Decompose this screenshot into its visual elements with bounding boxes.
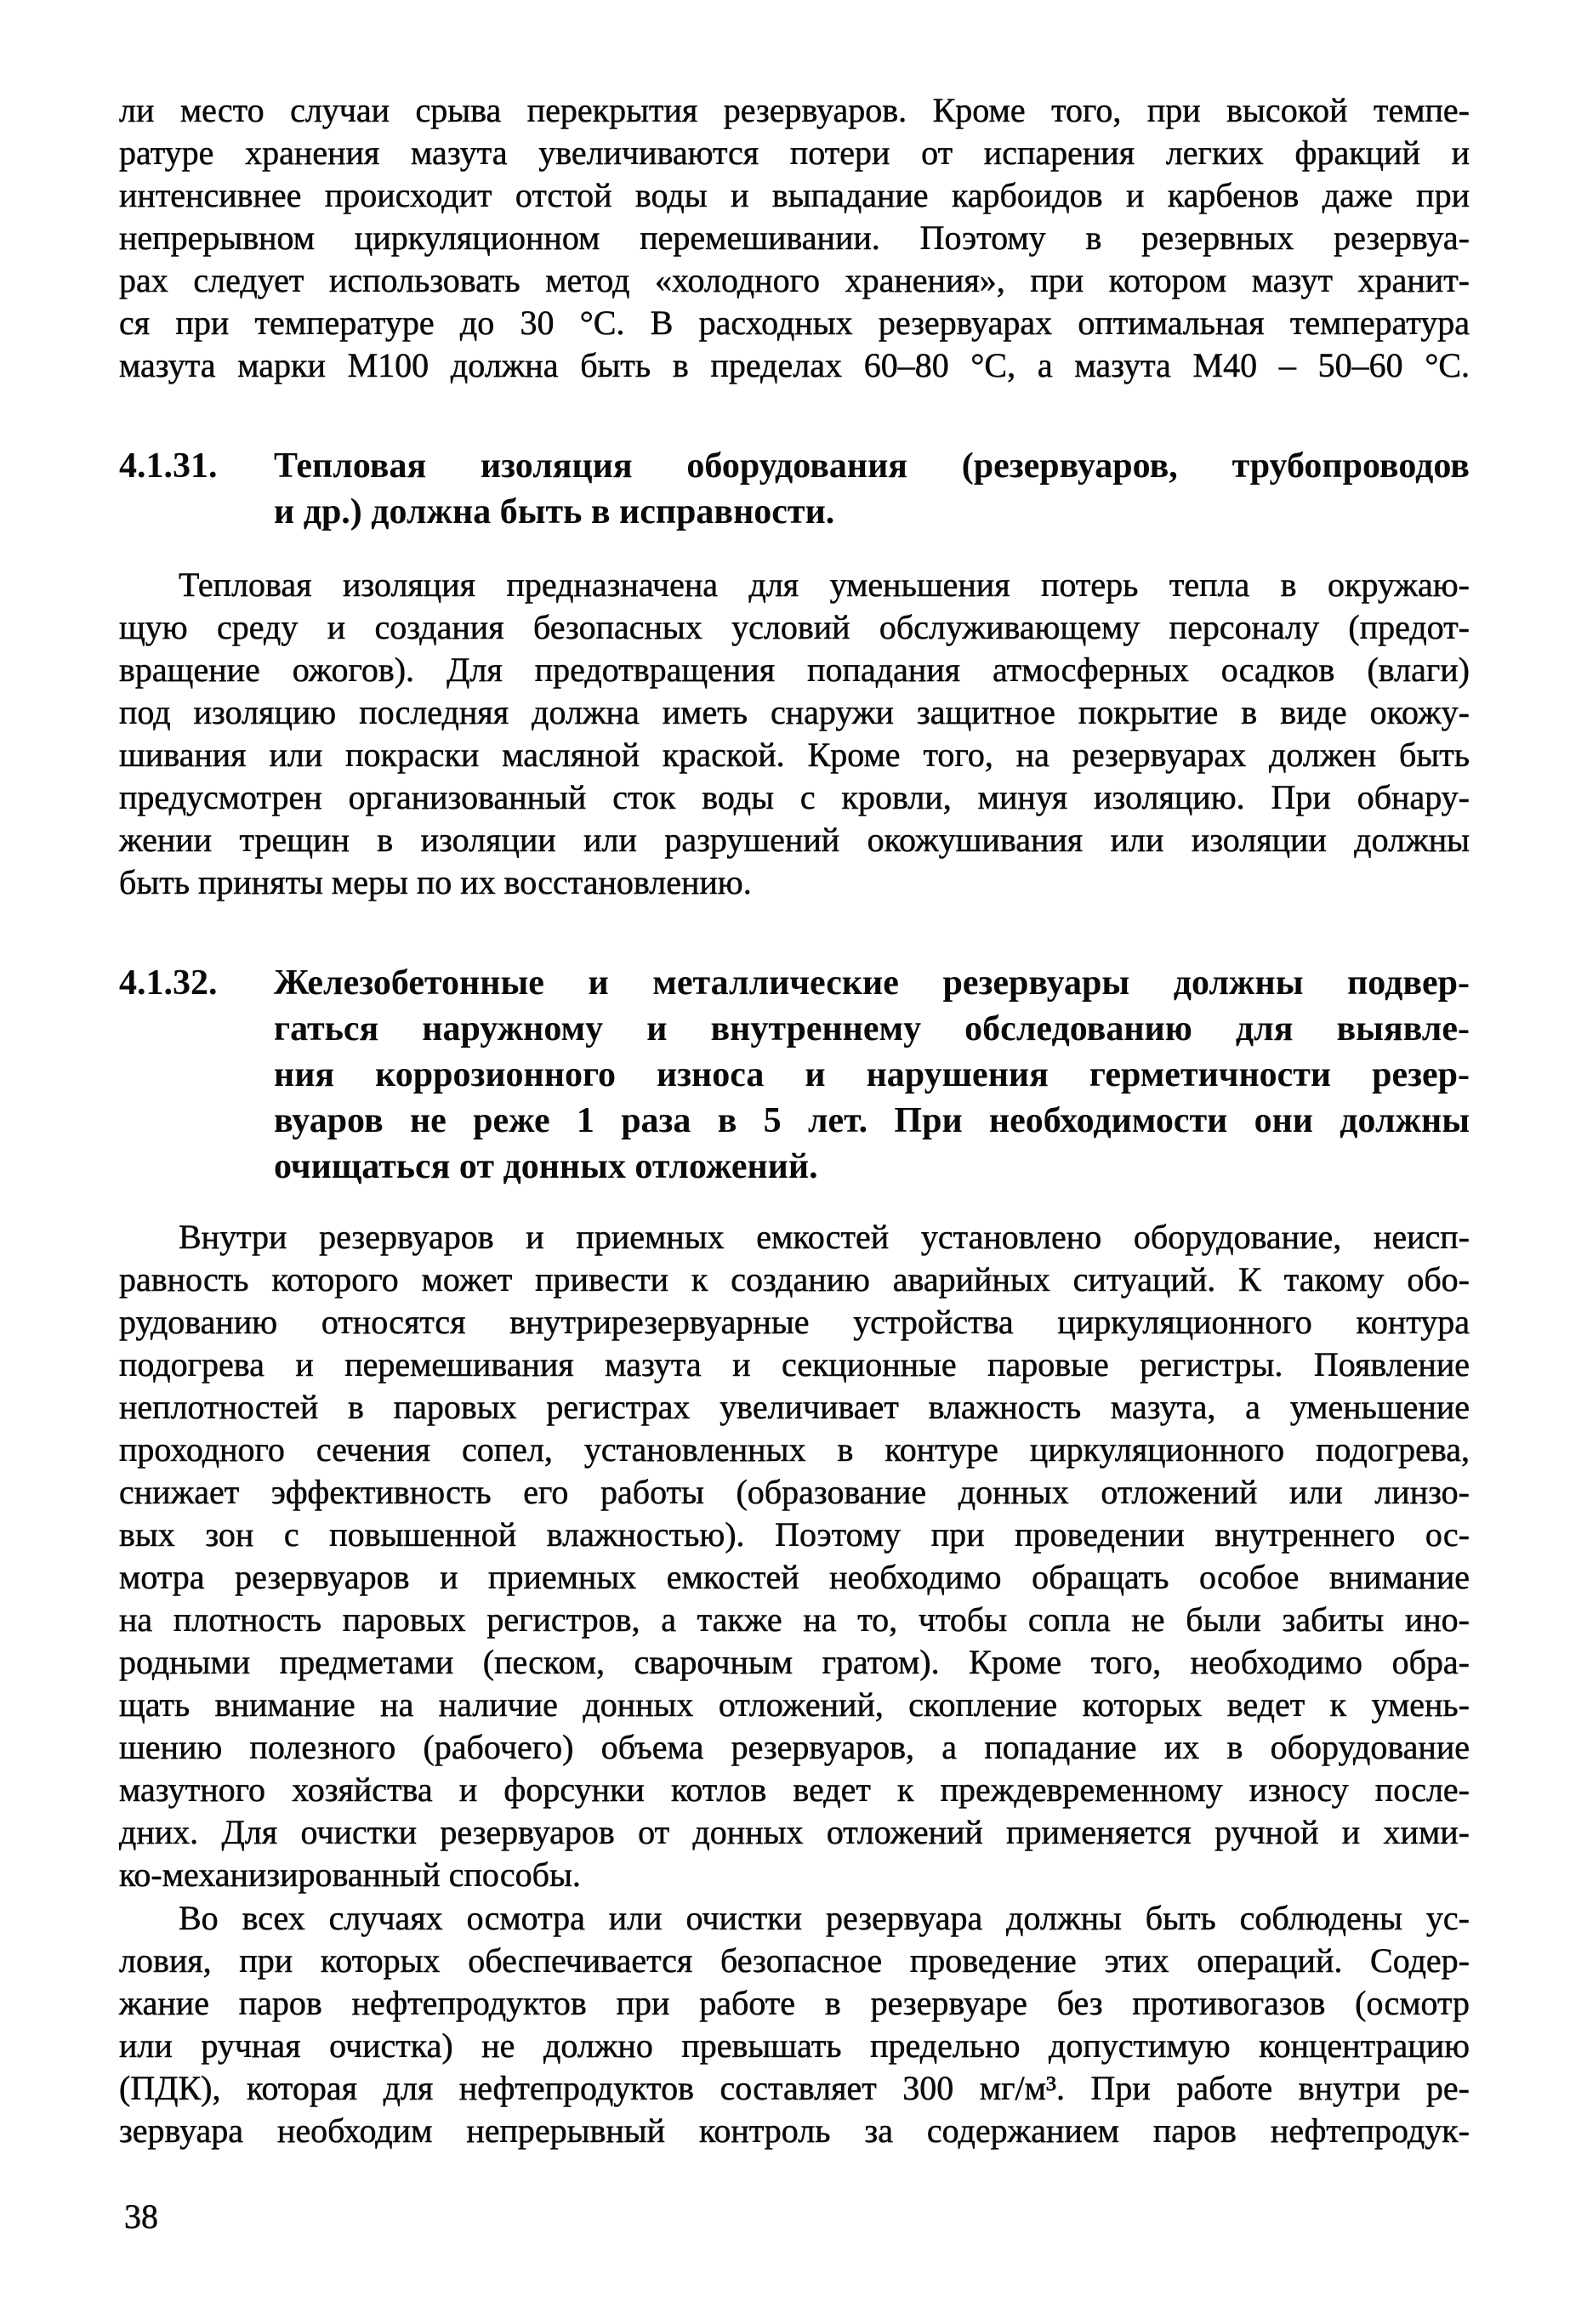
text-line: неплотностей в паровых регистрах увеличивает влажность мазута, а уменьшение — [119, 1388, 1470, 1426]
paragraph-internal-equipment — [119, 1216, 1470, 1896]
paragraph-continuation — [119, 89, 1470, 387]
paragraph-safety-conditions — [119, 1897, 1470, 2152]
text-line: шивания или покраски масляной краской. Кроме того, на резервуарах должен быть — [119, 736, 1470, 774]
heading-line: вуаров не реже 1 раза в 5 лет. При необходимости они должны — [274, 1101, 1470, 1140]
text-line: вых зон с повышенной влажностью). Поэтому при проведении внутреннего ос- — [119, 1515, 1470, 1554]
text-line: ся при температуре до 30 °С. В расходных резервуарах оптимальная температура — [119, 304, 1470, 342]
text-line: мотра резервуаров и приемных емкостей необходимо обращать особое внимание — [119, 1558, 1470, 1596]
text-line: жении трещин в изоляции или разрушений окожушивания или изоляции должны — [119, 821, 1470, 859]
text-line: под изоляцию последняя должна иметь снаружи защитное покрытие в виде окожу- — [119, 693, 1470, 731]
text-line: рах следует использовать метод «холодного хранения», при котором мазут хранит- — [119, 261, 1470, 299]
text-line: быть приняты меры по их восстановлению. — [119, 863, 752, 901]
paragraph-thermal-insulation — [119, 564, 1470, 904]
text-line: родными предметами (песком, сварочным гратом). Кроме того, необходимо обра- — [119, 1643, 1470, 1681]
page-number: 38 — [124, 2197, 158, 2236]
text-line: жание паров нефтепродуктов при работе в резервуаре без противогазов (осмотр — [119, 1984, 1470, 2022]
text-line: щую среду и создания безопасных условий обслуживающему персоналу (предот- — [119, 608, 1470, 646]
text-line: мазута марки М100 должна быть в пределах 60–80 °С, а мазута М40 – 50–60 °С. — [119, 346, 1470, 384]
text-line: мазутного хозяйства и форсунки котлов ведет к преждевременному износу после- — [119, 1770, 1470, 1809]
text-line: щать внимание на наличие донных отложений, скопление которых ведет к умень- — [119, 1685, 1470, 1724]
text-line: Во всех случаях осмотра или очистки резервуара должны быть соблюдены ус- — [179, 1899, 1470, 1937]
section-number: 4.1.31. — [119, 446, 218, 486]
heading-line: Тепловая изоляция оборудования (резервуаров, трубопроводов — [274, 446, 1470, 486]
text-line: Внутри резервуаров и приемных емкостей установлено оборудование, неисп- — [179, 1218, 1470, 1256]
text-line: непрерывном циркуляционном перемешивании. Поэтому в резервных резервуа- — [119, 219, 1470, 257]
heading-line: Железобетонные и металлические резервуары должны подвер- — [274, 963, 1470, 1003]
text-line: рудованию относятся внутрирезервуарные устройства циркуляционного контура — [119, 1303, 1470, 1341]
section-title — [274, 960, 1470, 1190]
section-title — [274, 443, 1470, 535]
text-line: дних. Для очистки резервуаров от донных отложений применяется ручной и хими- — [119, 1813, 1470, 1851]
text-line: или ручная очистка) не должно превышать предельно допустимую концентрацию — [119, 2026, 1470, 2065]
text-line: предусмотрен организованный сток воды с кровли, минуя изоляцию. При обнару- — [119, 778, 1470, 816]
text-line: на плотность паровых регистров, а также на то, чтобы сопла не были забиты ино- — [119, 1600, 1470, 1639]
heading-line: гаться наружному и внутреннему обследованию для выявле- — [274, 1009, 1470, 1048]
text-line: равность которого может привести к созданию аварийных ситуаций. К такому обо- — [119, 1260, 1470, 1298]
section-number: 4.1.32. — [119, 963, 218, 1003]
text-line: интенсивнее происходит отстой воды и выпадание карбоидов и карбенов даже при — [119, 176, 1470, 214]
text-line: проходного сечения сопел, установленных в контуре циркуляционного подогрева, — [119, 1430, 1470, 1469]
text-line: ратуре хранения мазута увеличиваются потери от испарения легких фракций и — [119, 134, 1470, 172]
heading-line: и др.) должна быть в исправности. — [274, 492, 835, 531]
text-line: Тепловая изоляция предназначена для уменьшения потерь тепла в окружаю- — [179, 565, 1470, 604]
text-line: ловия, при которых обеспечивается безопасное проведение этих операций. Содер- — [119, 1941, 1470, 1980]
heading-line: очищаться от донных отложений. — [274, 1147, 818, 1186]
text-line: ко-механизированный способы. — [119, 1855, 581, 1894]
text-line: вращение ожогов). Для предотвращения попадания атмосферных осадков (влаги) — [119, 651, 1470, 689]
heading-line: ния коррозионного износа и нарушения герметичности резер- — [274, 1055, 1470, 1094]
text-line: снижает эффективность его работы (образование донных отложений или линзо- — [119, 1473, 1470, 1511]
text-line: шению полезного (рабочего) объема резервуаров, а попадание их в оборудование — [119, 1728, 1470, 1766]
text-line: зервуара необходим непрерывный контроль за содержанием паров нефтепродук- — [119, 2111, 1470, 2150]
text-line: (ПДК), которая для нефтепродуктов составляет 300 мг/м³. При работе внутри ре- — [119, 2069, 1470, 2107]
text-line: ли место случаи срыва перекрытия резервуаров. Кроме того, при высокой темпе- — [119, 91, 1470, 129]
text-line: подогрева и перемешивания мазута и секционные паровые регистры. Появление — [119, 1345, 1470, 1384]
